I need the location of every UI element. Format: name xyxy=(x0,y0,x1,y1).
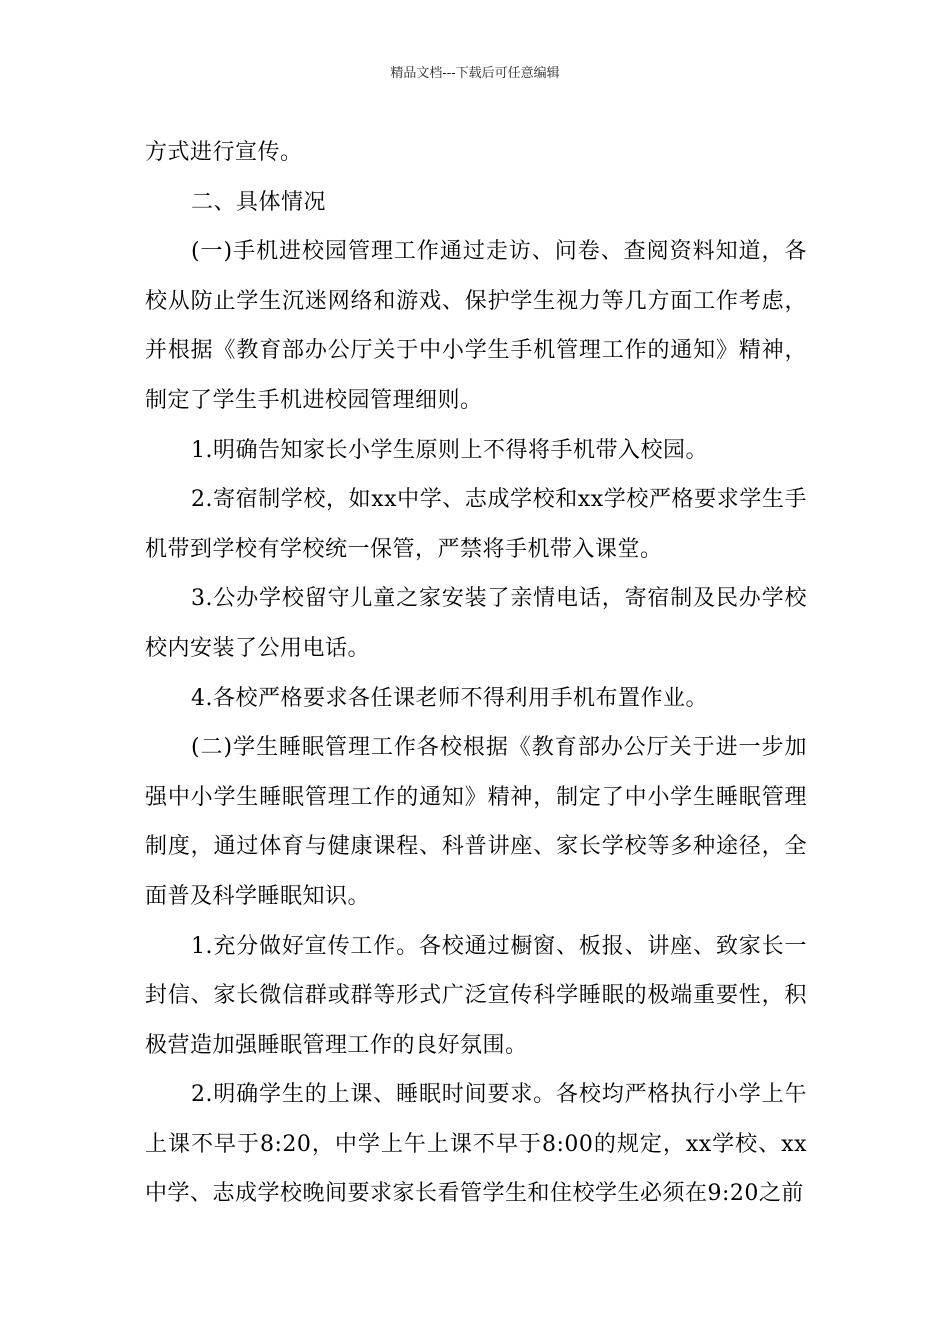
list-item: 2.明确学生的上课、睡眠时间要求。各校均严格执行小学上午上课不早于8:20，中学上午上课不早于8:00的规定，xx学校、xx中学、志成学校晚间要求家长看管学生和住校学生必须在9:20之前 xyxy=(145,1082,807,1207)
section-heading: 二、具体情况 xyxy=(191,189,327,215)
paragraph: 方式进行宣传。 xyxy=(145,140,303,165)
page-header: 精品文档---下载后可任意编辑 xyxy=(390,66,560,81)
list-item: 4.各校严格要求各任课老师不得利用手机布置作业。 xyxy=(191,685,708,711)
paragraph: (一)手机进校园管理工作通过走访、问卷、查阅资料知道，各校从防止学生沉迷网络和游戏、保护学生视力等几方面工作考虑，并根据《教育部办公厅关于中小学生手机管理工作的通知》精神，制定了学生手机进校园管理细则。 xyxy=(145,239,807,413)
document-body xyxy=(145,128,807,1219)
list-item: 2.寄宿制学校，如xx中学、志成学校和xx学校严格要求学生手机带到学校有学校统一保管，严禁将手机带入课堂。 xyxy=(145,487,807,562)
list-item: 1.充分做好宣传工作。各校通过橱窗、板报、讲座、致家长一封信、家长微信群或群等形式广泛宣传科学睡眠的极端重要性，积极营造加强睡眠管理工作的良好氛围。 xyxy=(145,933,807,1058)
paragraph: (二)学生睡眠管理工作各校根据《教育部办公厅关于进一步加强中小学生睡眠管理工作的通知》精神，制定了中小学生睡眠管理制度，通过体育与健康课程、科普讲座、家长学校等多种途径，全面普及科学睡眠知识。 xyxy=(145,735,807,909)
list-item: 1.明确告知家长小学生原则上不得将手机带入校园。 xyxy=(191,437,708,463)
list-item: 3.公办学校留守儿童之家安装了亲情电话，寄宿制及民办学校校内安装了公用电话。 xyxy=(145,586,807,661)
